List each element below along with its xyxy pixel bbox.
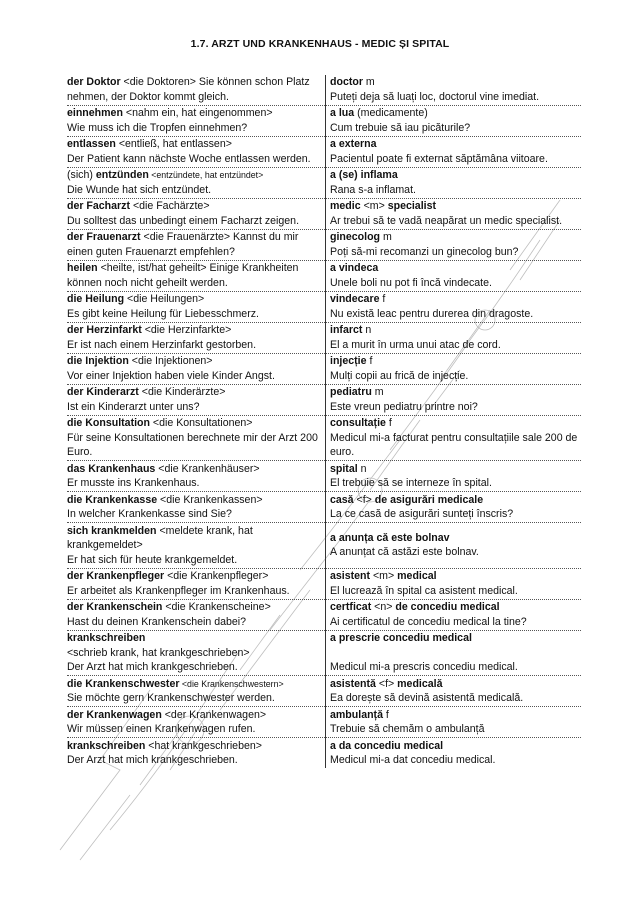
romanian-cell: certficat <n> de concediu medical Ai certificatul de concediu medical la tine?: [326, 599, 582, 630]
romanian-cell: ambulanță f Trebuie să chemăm o ambulanță: [326, 707, 582, 738]
romanian-cell: consultație f Medicul mi-a facturat pentru consultațiile sale 200 de euro.: [326, 415, 582, 461]
german-cell: einnehmen <nahm ein, hat eingenommen> Wie muss ich die Tropfen einnehmen?: [67, 105, 326, 136]
romanian-cell: ginecolog m Poți să-mi recomanzi un ginecolog bun?: [326, 229, 582, 260]
table-row: [67, 353, 581, 384]
german-cell: die Krankenschwester <die Krankenschwestern> Sie möchte gern Krankenschwester werden.: [67, 676, 326, 707]
table-row: [67, 75, 581, 105]
table-row: [67, 229, 581, 260]
german-cell: der Krankenwagen <der Krankenwagen> Wir müssen einen Krankenwagen rufen.: [67, 707, 326, 738]
german-cell: heilen <heilte, ist/hat geheilt> Einige Krankheiten können noch nicht geheilt werden.: [67, 260, 326, 291]
german-cell: krankschreiben <schrieb krank, hat krankgeschrieben> Der Arzt hat mich krankgeschrieben.: [67, 630, 326, 676]
table-row: [67, 105, 581, 136]
table-row: [67, 384, 581, 415]
vocabulary-table: [67, 75, 581, 768]
romanian-cell: a externa Pacientul poate fi externat săptămâna viitoare.: [326, 136, 582, 167]
table-row: [67, 322, 581, 353]
german-cell: die Heilung <die Heilungen> Es gibt keine Heilung für Liebesschmerz.: [67, 291, 326, 322]
table-row: [67, 136, 581, 167]
german-cell: entlassen <entließ, hat entlassen> Der Patient kann nächste Woche entlassen werden.: [67, 136, 326, 167]
german-cell: das Krankenhaus <die Krankenhäuser> Er musste ins Krankenhaus.: [67, 461, 326, 492]
romanian-cell: vindecare f Nu există leac pentru durerea din dragoste.: [326, 291, 582, 322]
romanian-cell: asistent <m> medical El lucrează în spital ca asistent medical.: [326, 568, 582, 599]
table-row: [67, 291, 581, 322]
romanian-cell: medic <m> specialist Ar trebui să te vadă neapărat un medic specialist.: [326, 198, 582, 229]
romanian-cell: pediatru m Este vreun pediatru printre noi?: [326, 384, 582, 415]
german-cell: der Kinderarzt <die Kinderärzte> Ist ein Kinderarzt unter uns?: [67, 384, 326, 415]
romanian-cell: a vindeca Unele boli nu pot fi încă vindecate.: [326, 260, 582, 291]
romanian-cell: a da concediu medical Medicul mi-a dat concediu medical.: [330, 739, 496, 767]
german-cell: der Frauenarzt <die Frauenärzte> Kannst du mir einen guten Frauenarzt empfehlen?: [67, 229, 326, 260]
table-row: [67, 630, 581, 676]
table-row: [67, 599, 581, 630]
romanian-cell: a (se) inflama Rana s-a inflamat.: [326, 167, 582, 198]
german-cell: krankschreiben <hat krankgeschrieben> Der Arzt hat mich krankgeschrieben.: [67, 738, 326, 768]
german-cell: die Injektion <die Injektionen> Vor einer Injektion haben viele Kinder Angst.: [67, 353, 326, 384]
table-row: [67, 738, 581, 768]
romanian-cell: a prescrie concediu medical Medicul mi-a prescris concediu medical.: [326, 630, 582, 676]
german-cell: der Facharzt <die Fachärzte> Du solltest das unbedingt einem Facharzt zeigen.: [67, 198, 326, 229]
german-cell: die Konsultation <die Konsultationen> Für seine Konsultationen berechnete mir der Arzt 200 Euro.: [67, 415, 326, 461]
german-cell: sich krankmelden <meldete krank, hat krankgemeldet> Er hat sich für heute krankgemeldet.: [67, 523, 326, 569]
german-cell: der Krankenpfleger <die Krankenpfleger> Er arbeitet als Krankenpfleger im Krankenhaus.: [67, 568, 326, 599]
table-row: [67, 523, 581, 569]
table-row: [67, 568, 581, 599]
romanian-cell: infarct n El a murit în urma unui atac de cord.: [326, 322, 582, 353]
table-row: [67, 492, 581, 523]
romanian-cell: a lua (medicamente) Cum trebuie să iau picăturile?: [326, 105, 582, 136]
page-title: 1.7. ARZT UND KRANKENHAUS - MEDIC ȘI SPITAL: [190, 38, 450, 50]
romanian-cell: spital n El trebuie să se interneze în spital.: [326, 461, 582, 492]
table-row: [67, 415, 581, 461]
romanian-cell: a anunța că este bolnav A anunțat că astăzi este bolnav.: [326, 523, 582, 569]
table-row: [67, 707, 581, 738]
table-row: [67, 198, 581, 229]
romanian-cell: casă <f> de asigurări medicale La ce casă de asigurări sunteți înscris?: [326, 492, 582, 523]
german-cell: der Herzinfarkt <die Herzinfarkte> Er ist nach einem Herzinfarkt gestorben.: [67, 322, 326, 353]
table-row: [67, 461, 581, 492]
table-row: [67, 260, 581, 291]
table-row: [67, 676, 581, 707]
romanian-cell: doctor m Puteți deja să luați loc, doctorul vine imediat.: [326, 75, 582, 105]
german-cell: die Krankenkasse <die Krankenkassen> In welcher Krankenkasse sind Sie?: [67, 492, 326, 523]
german-cell: der Doktor <die Doktoren> Sie können schon Platz nehmen, der Doktor kommt gleich.: [67, 75, 326, 105]
table-row: [67, 167, 581, 198]
romanian-cell: asistentă <f> medicală Ea dorește să devină asistentă medicală.: [326, 676, 582, 707]
german-cell: der Krankenschein <die Krankenscheine> Hast du deinen Krankenschein dabei?: [67, 599, 326, 630]
romanian-cell: injecție f Mulți copii au frică de injecție.: [326, 353, 582, 384]
german-cell: (sich) entzünden <entzündete, hat entzündet> Die Wunde hat sich entzündet.: [67, 167, 326, 198]
